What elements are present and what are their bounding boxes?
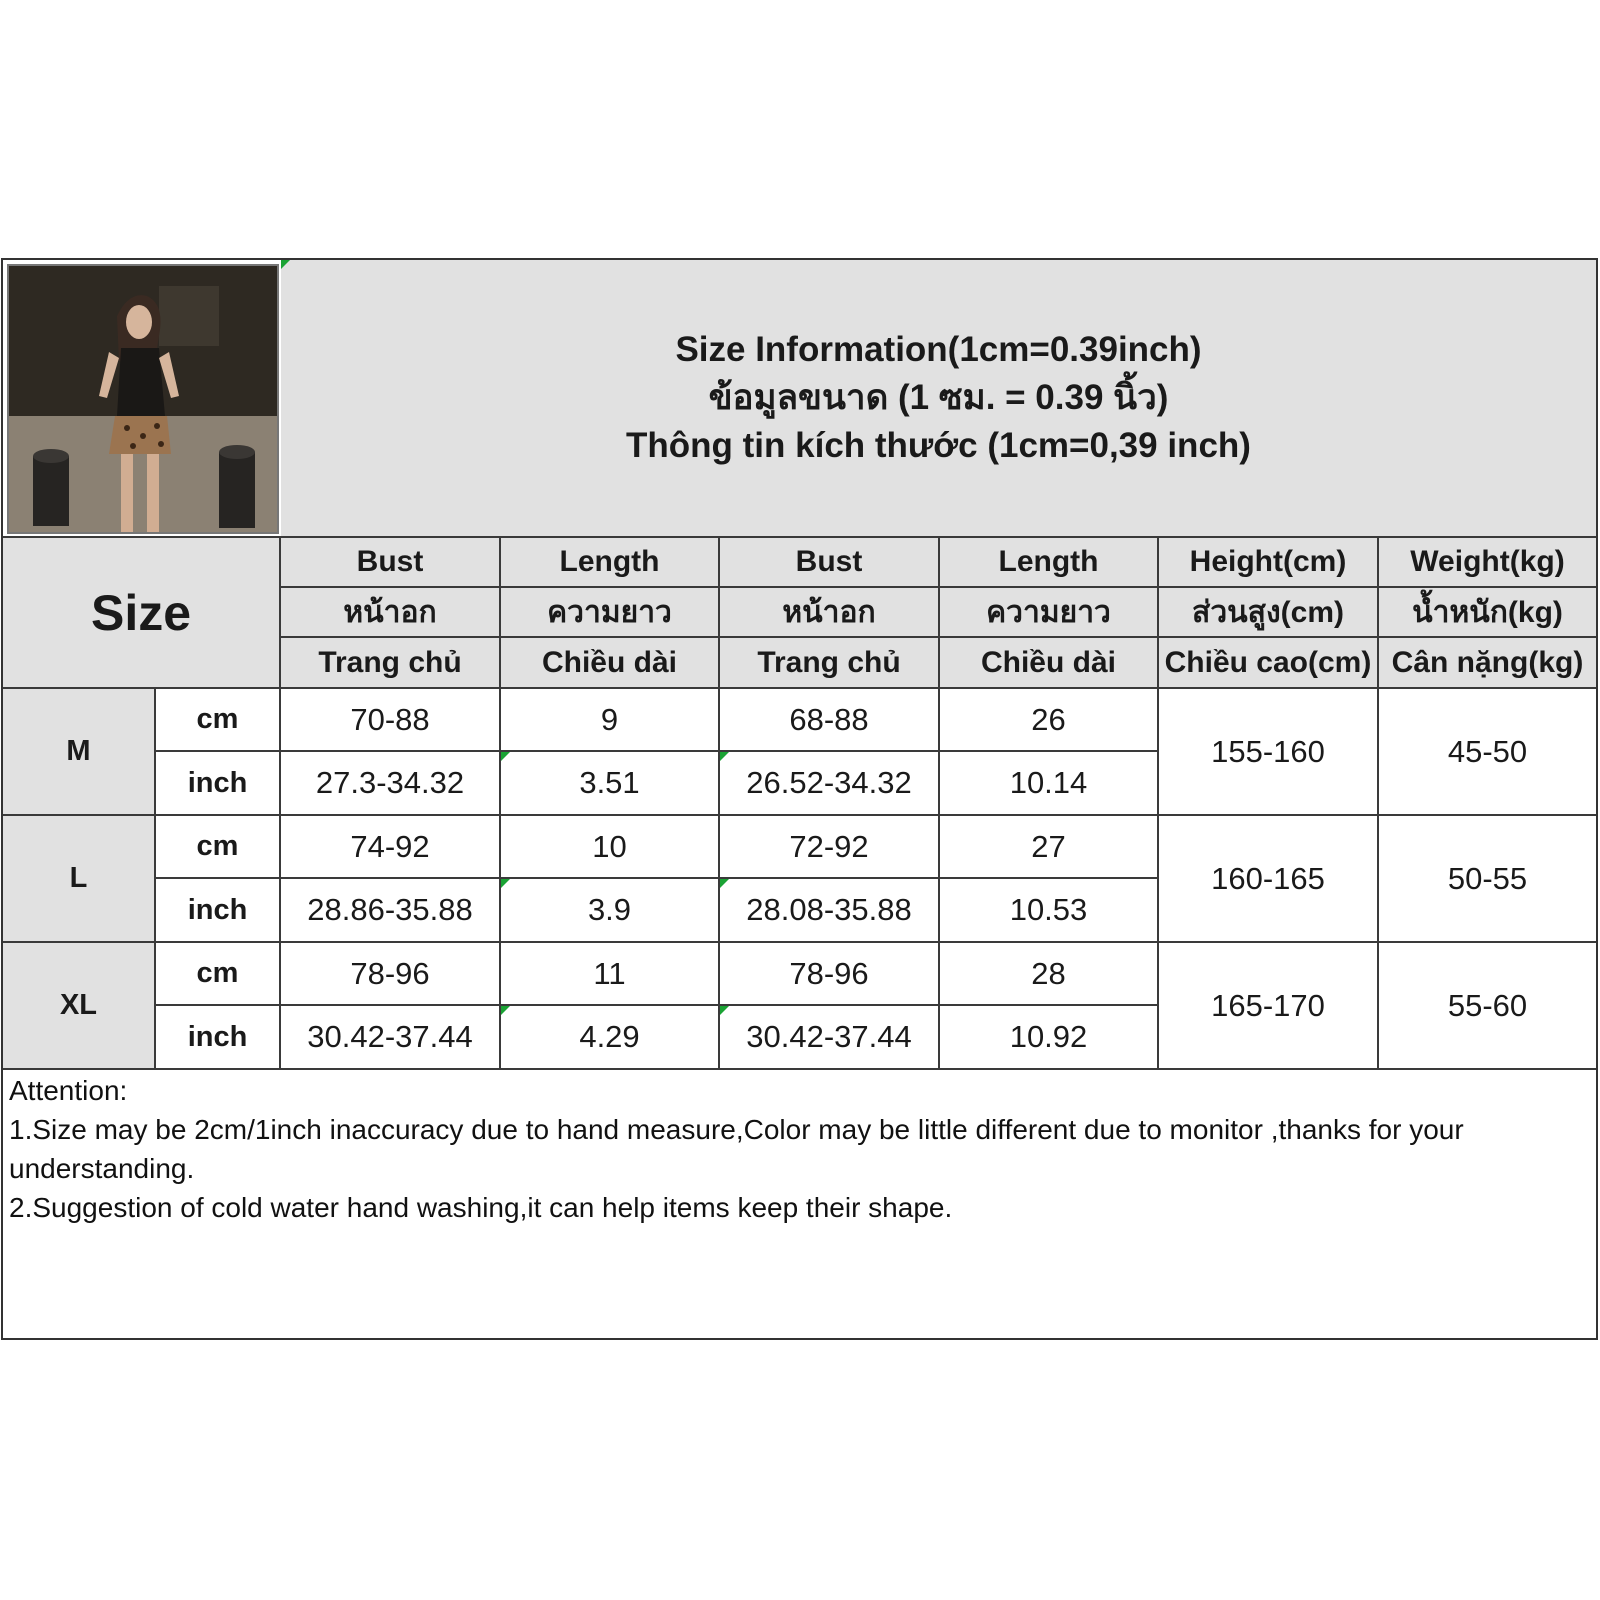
table-cell: 78-96 [281,943,501,1006]
table-cell: 28 [940,943,1159,1006]
table-cell: 30.42-37.44 [281,1006,501,1070]
col6-header-vi: Cân nặng(kg) [1379,638,1596,689]
unit-inch: inch [156,752,281,816]
title-vietnamese: Thông tin kích thước (1cm=0,39 inch) [626,426,1251,465]
table-cell: 10.14 [940,752,1159,816]
col1-header-vi: Trang chủ [281,638,501,689]
weight-cell: 55-60 [1379,943,1596,1070]
unit-inch: inch [156,879,281,943]
corner-mark [501,879,510,888]
table-cell: 70-88 [281,689,501,752]
col2-header-en: Length [501,538,720,588]
col2-header-vi: Chiều dài [501,638,720,689]
weight-cell: 45-50 [1379,689,1596,816]
cell-value: 26.52-34.32 [746,765,912,800]
size-xl-label: XL [3,943,156,1070]
size-header: Size [3,538,281,689]
col3-header-vi: Trang chủ [720,638,940,689]
corner-mark [501,1006,510,1015]
height-cell: 155-160 [1159,689,1379,816]
unit-cm: cm [156,816,281,879]
model-figure-illustration [9,266,277,532]
table-cell [501,1006,720,1070]
table-cell: 10.53 [940,879,1159,943]
col6-header-en: Weight(kg) [1379,538,1596,588]
table-cell [501,752,720,816]
notes-heading: Attention: [9,1075,128,1106]
table-cell: 10 [501,816,720,879]
corner-mark [720,879,729,888]
cell-value: 3.9 [587,892,632,927]
table-cell: 28.86-35.88 [281,879,501,943]
cell-value: 3.51 [579,765,640,800]
table-cell: 10.92 [940,1006,1159,1070]
unit-cm: cm [156,943,281,1006]
table-cell: 26 [940,689,1159,752]
size-chart [1,258,1598,1340]
col5-header-th: ส่วนสูง(cm) [1159,588,1379,638]
size-m-label: M [3,689,156,816]
cell-value: 28.08-35.88 [746,892,912,927]
table-cell: 27 [940,816,1159,879]
table-cell [501,879,720,943]
col2-header-th: ความยาว [501,588,720,638]
height-cell: 160-165 [1159,816,1379,943]
corner-mark [720,752,729,761]
table-cell: 9 [501,689,720,752]
table-cell [720,1006,940,1070]
size-l-label: L [3,816,156,943]
title-english: Size Information(1cm=0.39inch) [675,330,1202,369]
height-cell: 165-170 [1159,943,1379,1070]
table-cell: 78-96 [720,943,940,1006]
notes-line-2: 2.Suggestion of cold water hand washing,it can help items keep their shape. [9,1192,953,1223]
table-cell [720,752,940,816]
title-block [281,260,1596,538]
col6-header-th: น้ำหนัก(kg) [1379,588,1596,638]
col3-header-th: หน้าอก [720,588,940,638]
attention-notes [3,1065,1596,1233]
col4-header-vi: Chiều dài [940,638,1159,689]
col3-header-en: Bust [720,538,940,588]
col1-header-th: หน้าอก [281,588,501,638]
table-cell: 11 [501,943,720,1006]
col4-header-en: Length [940,538,1159,588]
table-cell [720,879,940,943]
product-photo [7,264,279,534]
weight-cell: 50-55 [1379,816,1596,943]
cell-value: 30.42-37.44 [746,1019,912,1054]
unit-cm: cm [156,689,281,752]
table-cell: 72-92 [720,816,940,879]
unit-inch: inch [156,1006,281,1070]
title-thai: ข้อมูลขนาด (1 ซม. = 0.39 นิ้ว) [708,378,1169,417]
col4-header-th: ความยาว [940,588,1159,638]
table-cell: 68-88 [720,689,940,752]
corner-mark [720,1006,729,1015]
col5-header-en: Height(cm) [1159,538,1379,588]
corner-mark [281,260,290,269]
cell-value: 4.29 [579,1019,640,1054]
notes-line-1: 1.Size may be 2cm/1inch inaccuracy due to hand measure,Color may be little different due to monitor ,thanks for your understanding. [9,1114,1464,1184]
table-cell: 74-92 [281,816,501,879]
col5-header-vi: Chiều cao(cm) [1159,638,1379,689]
col1-header-en: Bust [281,538,501,588]
corner-mark [501,752,510,761]
table-cell: 27.3-34.32 [281,752,501,816]
